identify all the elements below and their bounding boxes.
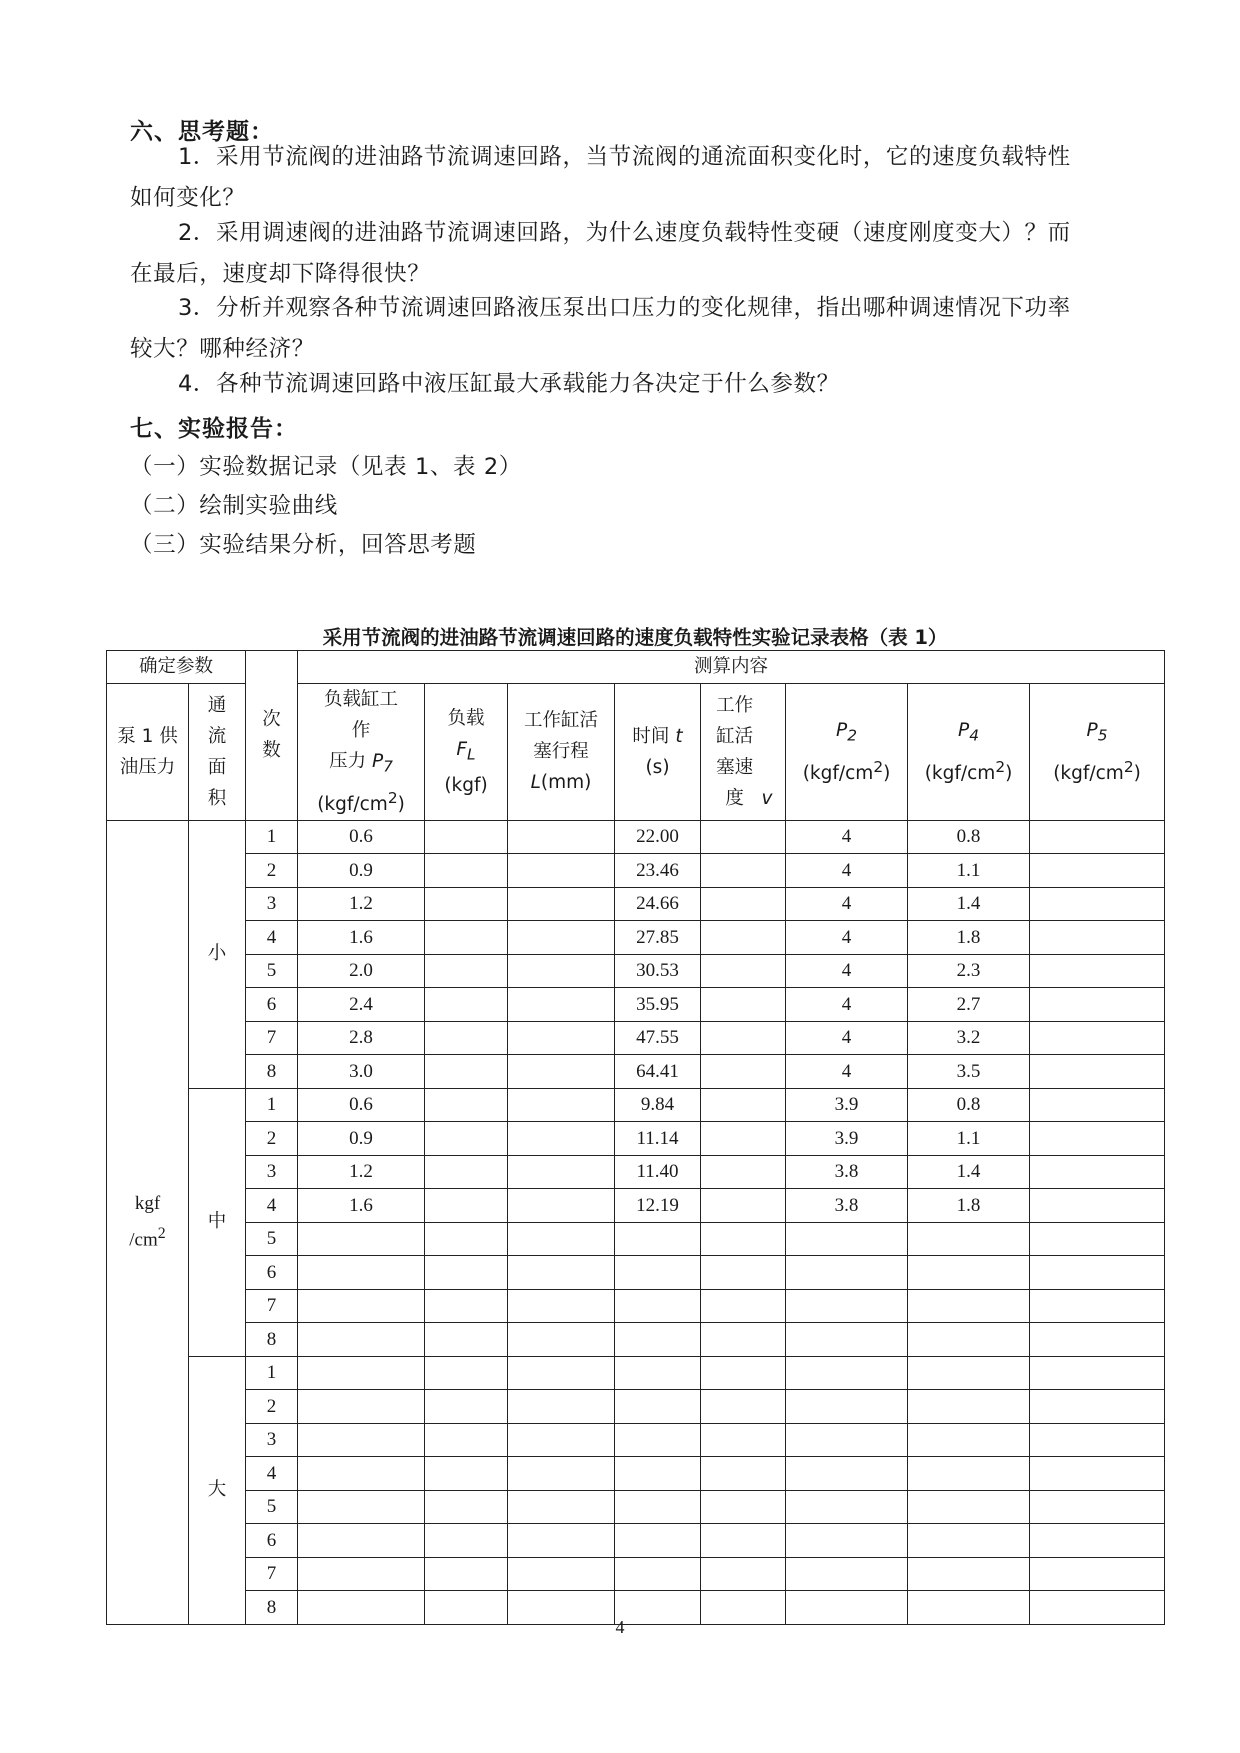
speed-cell — [701, 1222, 786, 1256]
load-cell — [425, 1189, 508, 1223]
p4-cell — [908, 1557, 1030, 1591]
record-table — [106, 650, 1165, 1625]
table-caption: 采用节流阀的进油路节流调速回路的速度负载特性实验记录表格（表 1） — [322, 626, 948, 649]
p2-cell: 4 — [786, 854, 908, 888]
p2-cell: 4 — [786, 887, 908, 921]
question-2-line-2: 在最后，速度却下降得很快？ — [130, 261, 431, 287]
p2-cell: 3.8 — [786, 1155, 908, 1189]
stroke-cell — [508, 1021, 615, 1055]
speed-cell — [701, 1289, 786, 1323]
stroke-cell — [508, 854, 615, 888]
table-row — [107, 854, 1165, 888]
stroke-cell — [508, 820, 615, 854]
stroke-cell — [508, 954, 615, 988]
stroke-cell — [508, 1256, 615, 1290]
p4-cell — [908, 1390, 1030, 1424]
speed-cell — [701, 1088, 786, 1122]
table-row — [107, 887, 1165, 921]
load-cell — [425, 1356, 508, 1390]
load-cell — [425, 854, 508, 888]
p5-cell — [1030, 954, 1165, 988]
p5-cell — [1030, 1088, 1165, 1122]
time-cell: 64.41 — [615, 1055, 701, 1089]
time-cell — [615, 1256, 701, 1290]
p2-cell: 4 — [786, 820, 908, 854]
load-cell — [425, 921, 508, 955]
time-cell: 22.00 — [615, 820, 701, 854]
p7-cell — [298, 1423, 425, 1457]
load-cell — [425, 1021, 508, 1055]
speed-cell — [701, 988, 786, 1022]
run-number-cell: 2 — [246, 1390, 298, 1424]
time-cell: 24.66 — [615, 887, 701, 921]
p2-cell — [786, 1356, 908, 1390]
p5-cell — [1030, 1356, 1165, 1390]
stroke-cell — [508, 1423, 615, 1457]
run-number-cell: 5 — [246, 1222, 298, 1256]
stroke-cell — [508, 1557, 615, 1591]
p5-cell — [1030, 1122, 1165, 1156]
time-cell: 35.95 — [615, 988, 701, 1022]
stroke-cell — [508, 1122, 615, 1156]
p4-cell — [908, 1256, 1030, 1290]
stroke-cell — [508, 1490, 615, 1524]
load-cell — [425, 1457, 508, 1491]
time-cell: 11.40 — [615, 1155, 701, 1189]
p5-cell — [1030, 1557, 1165, 1591]
run-number-cell: 8 — [246, 1055, 298, 1089]
stroke-cell — [508, 1222, 615, 1256]
table-row — [107, 1289, 1165, 1323]
load-cell — [425, 1490, 508, 1524]
p4-cell — [908, 1457, 1030, 1491]
time-cell — [615, 1490, 701, 1524]
p5-cell — [1030, 1021, 1165, 1055]
p4-cell — [908, 1289, 1030, 1323]
header-time: 时间 t (s) — [615, 684, 701, 821]
header-p7: 负载缸工作 压力 $P_7$ $(kgf/cm^2)$ — [298, 684, 425, 821]
report-item-3: （三）实验结果分析，回答思考题 — [130, 532, 477, 558]
load-cell — [425, 1390, 508, 1424]
p2-cell: 4 — [786, 921, 908, 955]
p7-cell — [298, 1457, 425, 1491]
p4-cell: 1.1 — [908, 1122, 1030, 1156]
stroke-cell — [508, 1088, 615, 1122]
p4-cell: 2.3 — [908, 954, 1030, 988]
p4-cell — [908, 1490, 1030, 1524]
p2-cell — [786, 1557, 908, 1591]
p4-cell: 3.2 — [908, 1021, 1030, 1055]
p5-cell — [1030, 921, 1165, 955]
run-number-cell: 6 — [246, 1256, 298, 1290]
run-number-cell: 6 — [246, 988, 298, 1022]
p7-cell — [298, 1557, 425, 1591]
speed-cell — [701, 820, 786, 854]
p5-cell — [1030, 1457, 1165, 1491]
p2-cell: 3.9 — [786, 1122, 908, 1156]
question-3-line-2: 较大？哪种经济？ — [130, 336, 315, 362]
p5-cell — [1030, 988, 1165, 1022]
run-number-cell: 7 — [246, 1557, 298, 1591]
speed-cell — [701, 1155, 786, 1189]
p7-cell: 1.2 — [298, 887, 425, 921]
p4-cell: 1.1 — [908, 854, 1030, 888]
p4-cell: 1.8 — [908, 1189, 1030, 1223]
run-number-cell: 1 — [246, 1356, 298, 1390]
stroke-cell — [508, 887, 615, 921]
header-load: 负载 $F_L$ (kgf) — [425, 684, 508, 821]
run-number-cell: 2 — [246, 1122, 298, 1156]
time-cell: 23.46 — [615, 854, 701, 888]
p2-cell: 3.8 — [786, 1189, 908, 1223]
p5-cell — [1030, 820, 1165, 854]
p4-cell — [908, 1323, 1030, 1357]
time-cell: 30.53 — [615, 954, 701, 988]
p4-cell: 3.5 — [908, 1055, 1030, 1089]
time-cell — [615, 1557, 701, 1591]
p5-cell — [1030, 1490, 1165, 1524]
load-cell — [425, 1256, 508, 1290]
table-row — [107, 1356, 1165, 1390]
header-stroke: 工作缸活塞行程L(mm) — [508, 684, 615, 821]
question-1-line-2: 如何变化？ — [130, 185, 246, 211]
p7-cell: 2.4 — [298, 988, 425, 1022]
p7-cell: 0.9 — [298, 1122, 425, 1156]
p2-cell — [786, 1222, 908, 1256]
question-2 — [130, 213, 1150, 295]
time-cell — [615, 1423, 701, 1457]
p2-cell — [786, 1390, 908, 1424]
speed-cell — [701, 1557, 786, 1591]
p5-cell — [1030, 1524, 1165, 1558]
speed-cell — [701, 854, 786, 888]
table-row — [107, 1189, 1165, 1223]
header-measured: 测算内容 — [298, 651, 1165, 684]
p5-cell — [1030, 1390, 1165, 1424]
header-fixed-params: 确定参数 — [107, 651, 246, 684]
run-number-cell: 3 — [246, 1423, 298, 1457]
speed-cell — [701, 1457, 786, 1491]
time-cell — [615, 1323, 701, 1357]
flow-area-label: 小 — [189, 820, 246, 1088]
load-cell — [425, 1557, 508, 1591]
speed-cell — [701, 1122, 786, 1156]
run-number-cell: 4 — [246, 921, 298, 955]
speed-cell — [701, 1021, 786, 1055]
p7-cell — [298, 1323, 425, 1357]
run-number-cell: 8 — [246, 1323, 298, 1357]
p2-cell — [786, 1256, 908, 1290]
p7-cell — [298, 1490, 425, 1524]
p4-cell: 1.4 — [908, 1155, 1030, 1189]
p7-cell — [298, 1356, 425, 1390]
stroke-cell — [508, 988, 615, 1022]
question-1 — [130, 137, 1150, 219]
stroke-cell — [508, 1155, 615, 1189]
load-cell — [425, 887, 508, 921]
p5-cell — [1030, 1323, 1165, 1357]
p2-cell: 3.9 — [786, 1088, 908, 1122]
stroke-cell — [508, 1323, 615, 1357]
load-cell — [425, 1155, 508, 1189]
p4-cell: 1.8 — [908, 921, 1030, 955]
table-row — [107, 1256, 1165, 1290]
report-item-2: （二）绘制实验曲线 — [130, 493, 338, 519]
speed-cell — [701, 1490, 786, 1524]
run-number-cell: 8 — [246, 1591, 298, 1625]
run-number-cell: 1 — [246, 820, 298, 854]
stroke-cell — [508, 921, 615, 955]
table-row — [107, 988, 1165, 1022]
p5-cell — [1030, 887, 1165, 921]
time-cell: 47.55 — [615, 1021, 701, 1055]
question-4 — [130, 364, 1150, 405]
speed-cell — [701, 1323, 786, 1357]
speed-cell — [701, 1524, 786, 1558]
time-cell — [615, 1390, 701, 1424]
load-cell — [425, 1122, 508, 1156]
p7-cell: 2.8 — [298, 1021, 425, 1055]
p2-cell — [786, 1423, 908, 1457]
p2-cell — [786, 1289, 908, 1323]
stroke-cell — [508, 1055, 615, 1089]
table-row — [107, 1323, 1165, 1357]
stroke-cell — [508, 1189, 615, 1223]
table-row — [107, 954, 1165, 988]
stroke-cell — [508, 1289, 615, 1323]
load-cell — [425, 1423, 508, 1457]
p4-cell — [908, 1222, 1030, 1256]
stroke-cell — [508, 1457, 615, 1491]
p7-cell: 1.2 — [298, 1155, 425, 1189]
table-row — [107, 1155, 1165, 1189]
run-number-cell: 5 — [246, 954, 298, 988]
p4-cell: 1.4 — [908, 887, 1030, 921]
time-cell: 11.14 — [615, 1122, 701, 1156]
load-cell — [425, 1055, 508, 1089]
p5-cell — [1030, 1155, 1165, 1189]
p7-cell: 0.6 — [298, 820, 425, 854]
p2-cell — [786, 1524, 908, 1558]
p4-cell: 0.8 — [908, 1088, 1030, 1122]
table-row — [107, 1524, 1165, 1558]
question-3 — [130, 288, 1150, 370]
p7-cell — [298, 1256, 425, 1290]
speed-cell — [701, 1390, 786, 1424]
load-cell — [425, 1088, 508, 1122]
run-number-cell: 3 — [246, 887, 298, 921]
p2-cell — [786, 1457, 908, 1491]
header-p7-symbol: 压力 $P_7$ — [329, 751, 393, 776]
p7-cell: 0.9 — [298, 854, 425, 888]
p2-cell: 4 — [786, 954, 908, 988]
time-cell — [615, 1356, 701, 1390]
run-number-cell: 4 — [246, 1457, 298, 1491]
p2-cell: 4 — [786, 988, 908, 1022]
speed-cell — [701, 1256, 786, 1290]
time-cell: 9.84 — [615, 1088, 701, 1122]
flow-area-label: 中 — [189, 1088, 246, 1356]
question-3-line-1: 3．分析并观察各种节流调速回路液压泵出口压力的变化规律，指出哪种调速情况下功率 — [178, 295, 1071, 321]
p5-cell — [1030, 1189, 1165, 1223]
p5-cell — [1030, 854, 1165, 888]
p7-cell: 1.6 — [298, 1189, 425, 1223]
question-1-line-1: 1．采用节流阀的进油路节流调速回路，当节流阀的通流面积变化时，它的速度负载特性 — [178, 144, 1071, 170]
header-pump-pressure: 泵 1 供油压力 — [107, 684, 189, 821]
report-item-1: （一）实验数据记录（见表 1、表 2） — [130, 454, 522, 480]
speed-cell — [701, 921, 786, 955]
page-number: 4 — [615, 1617, 625, 1637]
p7-cell — [298, 1289, 425, 1323]
time-cell: 27.85 — [615, 921, 701, 955]
pump-pressure-unit: kgf $/cm^2$ — [107, 820, 189, 1624]
p5-cell — [1030, 1289, 1165, 1323]
section-six-title: 六、思考题： — [130, 119, 274, 145]
table-row — [107, 820, 1165, 854]
time-cell — [615, 1524, 701, 1558]
table-row — [107, 1222, 1165, 1256]
stroke-cell — [508, 1356, 615, 1390]
p7-cell — [298, 1524, 425, 1558]
table-row — [107, 1490, 1165, 1524]
header-p4: $P_4$ $(kgf/cm^2)$ — [908, 684, 1030, 821]
run-number-cell: 7 — [246, 1021, 298, 1055]
table-row — [107, 921, 1165, 955]
speed-cell — [701, 887, 786, 921]
flow-area-label: 大 — [189, 1356, 246, 1624]
p5-cell — [1030, 1256, 1165, 1290]
table-row — [107, 1055, 1165, 1089]
load-cell — [425, 1222, 508, 1256]
load-cell — [425, 1524, 508, 1558]
header-flow-area: 通流面积 — [189, 684, 246, 821]
load-cell — [425, 1323, 508, 1357]
stroke-cell — [508, 1524, 615, 1558]
p4-cell — [908, 1356, 1030, 1390]
table-row — [107, 1021, 1165, 1055]
p7-cell: 3.0 — [298, 1055, 425, 1089]
run-number-cell: 7 — [246, 1289, 298, 1323]
question-2-line-1: 2．采用调速阀的进油路节流调速回路，为什么速度负载特性变硬（速度刚度变大）？而 — [178, 220, 1071, 246]
time-cell — [615, 1222, 701, 1256]
table-row — [107, 1557, 1165, 1591]
run-number-cell: 5 — [246, 1490, 298, 1524]
speed-cell — [701, 1189, 786, 1223]
p7-cell — [298, 1390, 425, 1424]
speed-cell — [701, 1055, 786, 1089]
load-cell — [425, 988, 508, 1022]
section-seven-title: 七、实验报告： — [130, 416, 298, 442]
p7-cell: 2.0 — [298, 954, 425, 988]
speed-cell — [701, 1423, 786, 1457]
speed-cell — [701, 954, 786, 988]
p5-cell — [1030, 1222, 1165, 1256]
table-row — [107, 1122, 1165, 1156]
table-row — [107, 1457, 1165, 1491]
table-row — [107, 1423, 1165, 1457]
load-cell — [425, 1289, 508, 1323]
question-4-line-1: 4．各种节流调速回路中液压缸最大承载能力各决定于什么参数？ — [178, 371, 840, 397]
load-cell — [425, 820, 508, 854]
time-cell: 12.19 — [615, 1189, 701, 1223]
header-count: 次数 — [246, 651, 298, 821]
load-cell — [425, 954, 508, 988]
p7-cell — [298, 1222, 425, 1256]
run-number-cell: 4 — [246, 1189, 298, 1223]
header-p5: $P_5$ $(kgf/cm^2)$ — [1030, 684, 1165, 821]
p4-cell — [908, 1423, 1030, 1457]
header-speed: 工作缸活塞速度 v — [701, 684, 786, 821]
p7-cell: 1.6 — [298, 921, 425, 955]
run-number-cell: 6 — [246, 1524, 298, 1558]
time-cell — [615, 1289, 701, 1323]
run-number-cell: 2 — [246, 854, 298, 888]
p7-cell: 0.6 — [298, 1088, 425, 1122]
p5-cell — [1030, 1423, 1165, 1457]
p4-cell — [908, 1524, 1030, 1558]
header-p2: $P_2$ $(kgf/cm^2)$ — [786, 684, 908, 821]
p4-cell: 0.8 — [908, 820, 1030, 854]
p2-cell — [786, 1490, 908, 1524]
p5-cell — [1030, 1055, 1165, 1089]
run-number-cell: 1 — [246, 1088, 298, 1122]
stroke-cell — [508, 1390, 615, 1424]
p2-cell — [786, 1323, 908, 1357]
p2-cell: 4 — [786, 1055, 908, 1089]
run-number-cell: 3 — [246, 1155, 298, 1189]
p4-cell: 2.7 — [908, 988, 1030, 1022]
time-cell — [615, 1457, 701, 1491]
speed-cell — [701, 1356, 786, 1390]
table-row — [107, 1390, 1165, 1424]
p2-cell: 4 — [786, 1021, 908, 1055]
table-row — [107, 1088, 1165, 1122]
